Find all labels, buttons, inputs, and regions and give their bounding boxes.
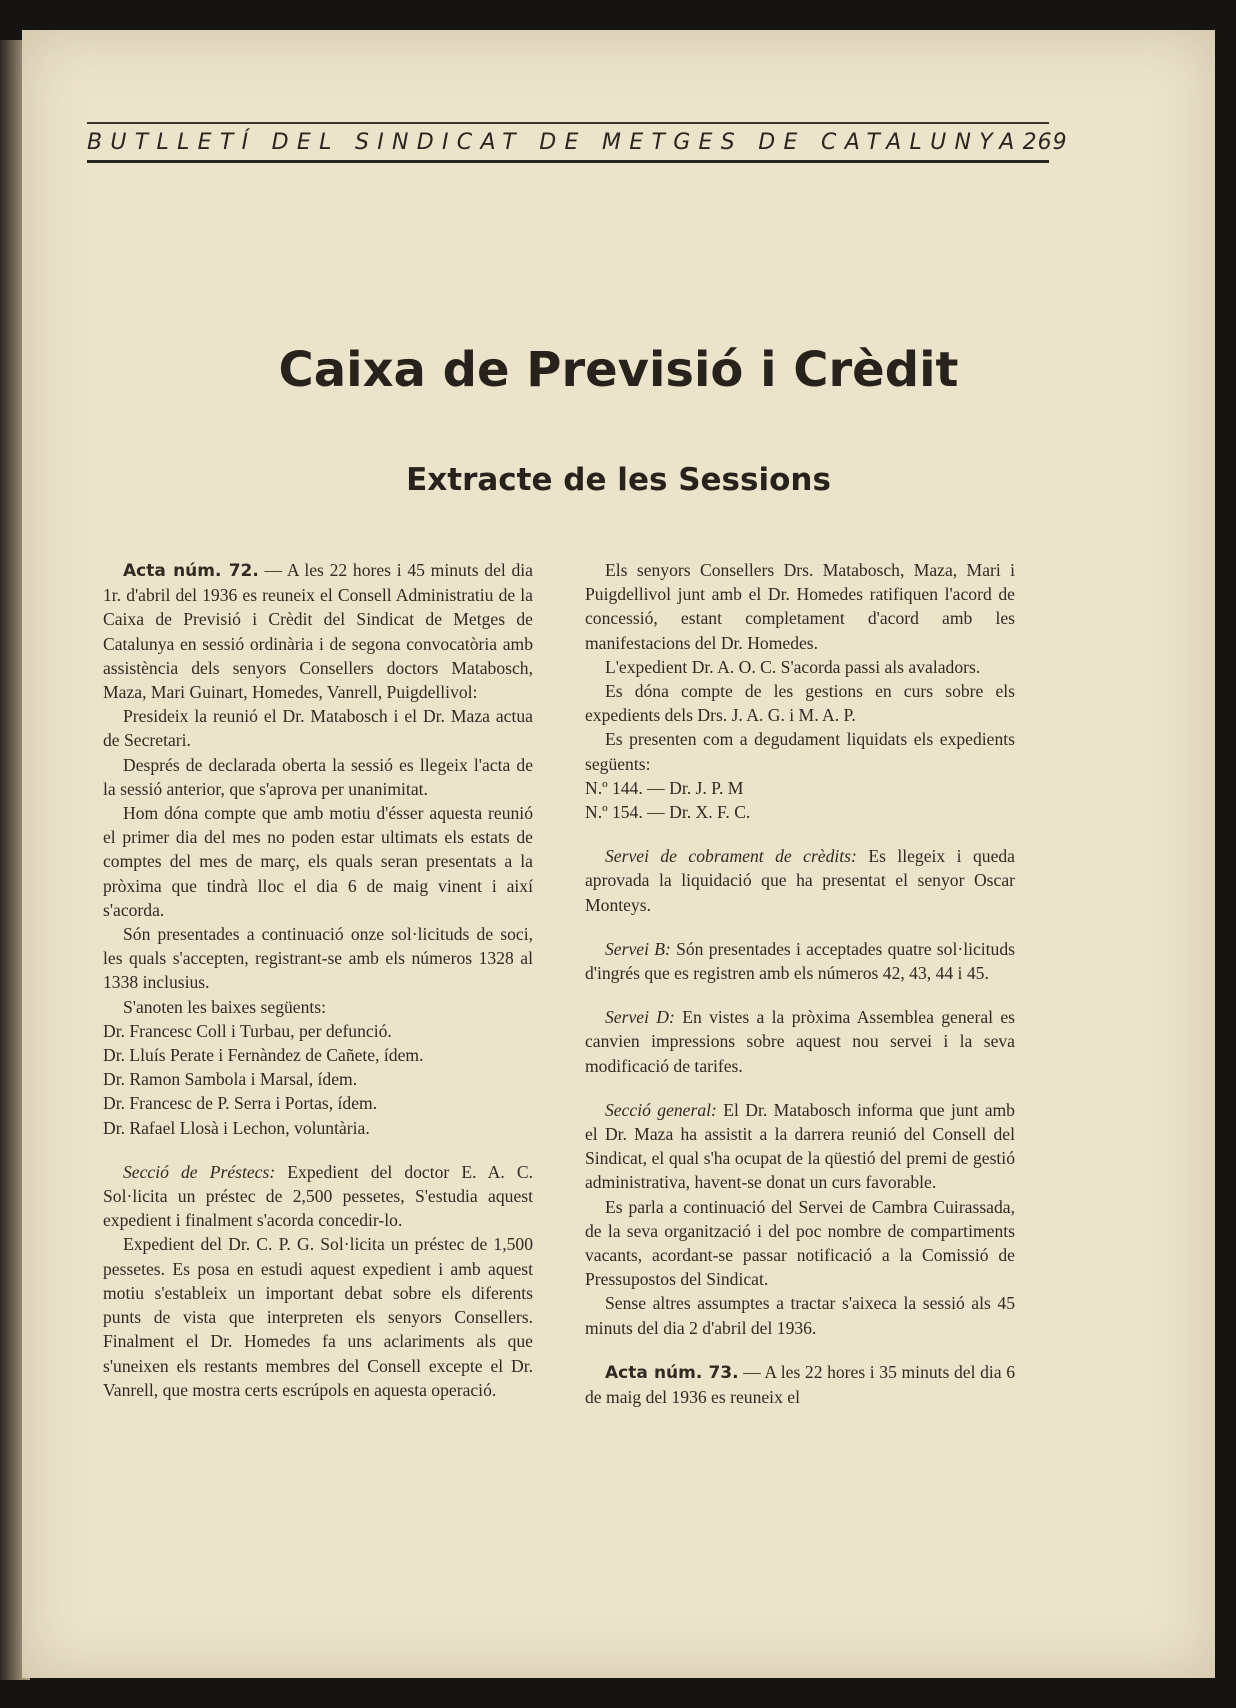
paragraph-seccio-general: Secció general: El Dr. Matabosch informa que junt amb el Dr. Maza ha assistit a la darrera reunió del Consell del Sindicat, el qual s'ha ocupat de la qüestió del premi de gestió administrativa, havent-se donat un curs favorable. [585, 1099, 1015, 1193]
section-label-servei-b: Servei B: [605, 938, 671, 959]
baixa-item: Dr. Francesc de P. Serra i Portas, ídem. [103, 1093, 378, 1114]
journal-title: BUTLLETÍ DEL SINDICAT DE METGES DE CATALUNYA [87, 130, 1023, 155]
page-number: 269 [1022, 130, 1068, 155]
paragraph-acta-73: Acta núm. 73. — A les 22 hores i 35 minuts del dia 6 de maig del 1936 es reuneix el [585, 1361, 1015, 1408]
paragraph-expedient-aoc: L'expedient Dr. A. O. C. S'acorda passi als avaladors. [605, 656, 981, 677]
paragraph-hom: Hom dóna compte que amb motiu d'ésser aquesta reunió el primer dia del mes no poden estar ultimats els estats de comptes del mes de març, els quals seran presentats a la pròxima que tindrà lloc el dia 6 de maig vinent i així s'acorda. [103, 803, 533, 920]
section-label-prestecs: Secció de Préstecs: [123, 1161, 276, 1182]
paragraph-despres: Després de declarada oberta la sessió es llegeix l'acta de la sessió anterior, que s'aprova per unanimitat. [103, 754, 533, 799]
acta-73-label: Acta núm. 73. [605, 1362, 739, 1383]
section-label-general: Secció general: [605, 1099, 717, 1120]
paragraph-servei-d: Servei D: En vistes a la pròxima Assemblea general es canvien impressions sobre aquest nou servei i la seva modificació de tarifes. [585, 1007, 1016, 1076]
right-column [585, 558, 1015, 1409]
document-page [22, 30, 1215, 1678]
article-subtitle: Extracte de les Sessions [406, 462, 831, 498]
paragraph-liquidats: Es presenten com a degudament liquidats els expedients següents: [585, 729, 1015, 774]
baixa-item: Dr. Ramon Sambola i Marsal, ídem. [103, 1069, 358, 1090]
liquidat-item: N.º 144. — Dr. J. P. M [585, 777, 744, 798]
section-label-servei-d: Servei D: [605, 1007, 675, 1028]
paragraph-servei-b: Servei B: Són presentades i acceptades quatre sol·licituds d'ingrés que es registren amb els números 42, 43, 44 i 45. [585, 938, 1016, 984]
section-label-cobrament: Servei de cobrament de crèdits: [605, 846, 857, 867]
header-rule-bottom [87, 160, 1049, 163]
paragraph-seccio-prestecs: Secció de Préstecs: Expedient del doctor E. A. C. Sol·licita un préstec de 2,500 pessetes, S'estudia aquest expedient i finalment s'acorda concedir-lo. [103, 1161, 533, 1231]
paragraph-sense-altres: Sense altres assumptes a tractar s'aixeca la sessió als 45 minuts del dia 2 d'abril del 1936. [585, 1293, 1015, 1338]
liquidat-item: N.º 154. — Dr. X. F. C. [585, 802, 751, 823]
paragraph-presideix: Presideix la reunió el Dr. Matabosch i el Dr. Maza actua de Secretari. [103, 706, 533, 751]
paragraph-baixes-intro: S'anoten les baixes següents: [123, 996, 327, 1017]
paragraph-servei-cobrament: Servei de cobrament de crèdits: Es llegeix i queda aprovada la liquidació que ha presentat el senyor Oscar Monteys. [585, 846, 1015, 915]
paragraph-cambra-cuirassada: Es parla a continuació del Servei de Cambra Cuirassada, de la seva organització i del poc nombre de compartiments vacants, acordant-se passar notificació a la Comissió de Pressupostos del Sindicat. [585, 1196, 1015, 1290]
baixa-item: Dr. Rafael Llosà i Lechon, voluntària. [103, 1117, 370, 1138]
baixa-item: Dr. Lluís Perate i Fernàndez de Cañete, ídem. [103, 1045, 424, 1066]
acta-72-label: Acta núm. 72. [123, 561, 259, 581]
paragraph-consellers: Els senyors Consellers Drs. Matabosch, Maza, Mari i Puigdellivol junt amb el Dr. Homedes ratifiquen l'acord de concessió, estant completament d'acord amb les manifestacions del Dr. Homedes. [585, 560, 1015, 653]
baixa-item: Dr. Francesc Coll i Turbau, per defunció. [103, 1020, 392, 1041]
article-title: Caixa de Previsió i Crèdit [278, 342, 959, 398]
left-column [103, 558, 533, 1402]
paragraph-gestions: Es dóna compte de les gestions en curs sobre els expedients dels Drs. J. A. G. i M. A. P. [585, 681, 1015, 726]
paragraph-expedient-cpg: Expedient del Dr. C. P. G. Sol·licita un préstec de 1,500 pessetes. Es posa en estudi aquest expedient i amb aquest motiu s'estableix un important debat sobre els diferents punts de vista que interpreten els senyors Consellers. Finalment el Dr. Homedes fa uns aclariments als que s'uneixen els restants membres del Consell excepte el Dr. Vanrell, que mostra certs escrúpols en aquesta operació. [103, 1234, 533, 1400]
paragraph-acta-72: Acta núm. 72. — A les 22 hores i 45 minuts del dia 1r. d'abril del 1936 es reuneix el Consell Administratiu de la Caixa de Previsió i Crèdit del Sindicat de Metges de Catalunya en sessió ordinària i de segona convocatòria amb assistència dels senyors Consellers doctors Matabosch, Maza, Mari Guinart, Homedes, Vanrell, Puigdellivol: [103, 560, 533, 703]
paragraph-son-presentades: Són presentades a continuació onze sol·licituds de soci, les quals s'accepten, registrant-se amb els números 1328 al 1338 inclusius. [103, 924, 533, 993]
running-header [87, 122, 1068, 163]
